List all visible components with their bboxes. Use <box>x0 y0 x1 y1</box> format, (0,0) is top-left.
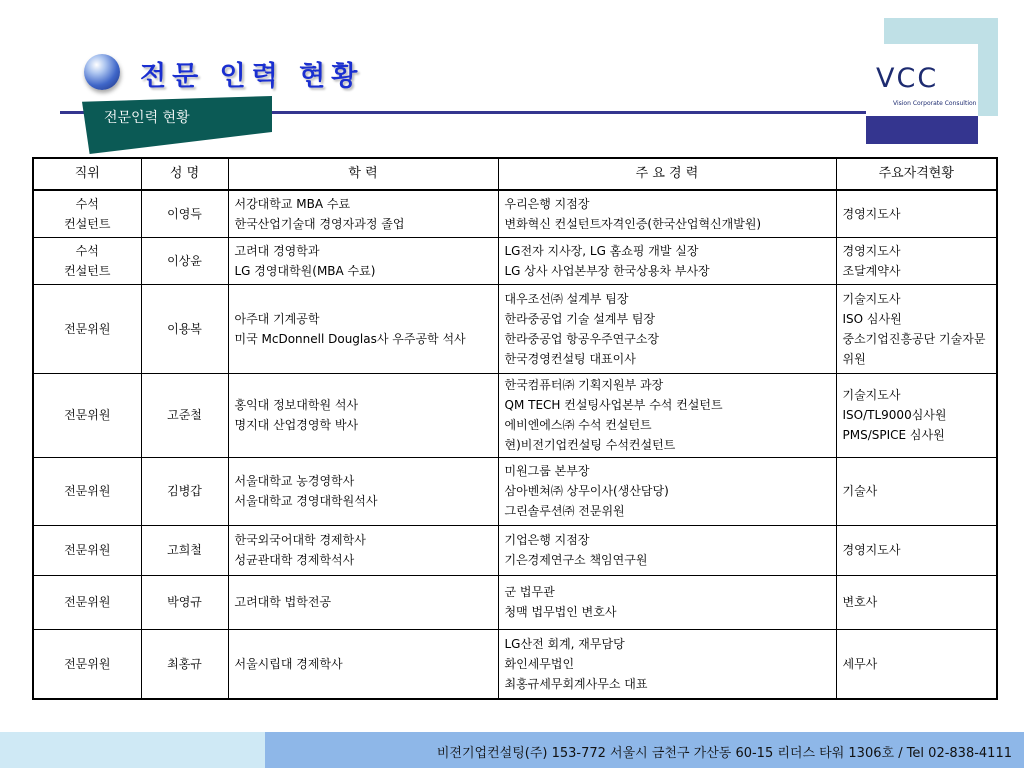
table-row <box>33 284 997 373</box>
cell-name: 이영득 <box>141 190 228 237</box>
position-line: 전문위원 <box>64 656 111 671</box>
header-qualifications: 주요자격현황 <box>836 158 997 190</box>
cell-qualifications <box>836 629 997 699</box>
footer-accent <box>0 732 265 768</box>
cell-career <box>498 629 836 699</box>
title-orb-icon <box>84 54 120 90</box>
education-line: 한국외국어대학 경제학사 <box>234 533 366 547</box>
career-line: 우리은행 지점장 <box>504 196 590 211</box>
education-line: 명지대 산업경영학 박사 <box>234 418 359 432</box>
cell-qualifications <box>836 457 997 525</box>
cell-position <box>33 284 141 373</box>
cell-name: 김병갑 <box>141 457 228 525</box>
cell-position <box>33 525 141 575</box>
education-line: 서울시립대 경제학사 <box>234 656 343 671</box>
position-line: 수석 <box>75 243 99 258</box>
qualification-line: ISO/TL9000심사원 <box>842 408 947 422</box>
table-row <box>33 190 997 237</box>
table-row <box>33 457 997 525</box>
career-line: LG 상사 사업본부장 한국상용차 부사장 <box>504 263 710 278</box>
career-line: 한라중공업 기술 설계부 팀장 <box>504 311 656 326</box>
education-line: 한국산업기술대 경영자과정 졸업 <box>234 216 405 231</box>
cell-name: 이상윤 <box>141 237 228 284</box>
career-line: 그린솔루션㈜ 전문위원 <box>504 504 625 518</box>
cell-education <box>228 190 498 237</box>
position-line: 전문위원 <box>64 408 111 422</box>
education-line: 서울대학교 농경영학사 <box>234 474 355 488</box>
cell-career <box>498 373 836 457</box>
header-position: 직위 <box>33 158 141 190</box>
cell-education <box>228 629 498 699</box>
position-line: 전문위원 <box>64 321 111 336</box>
career-line: 에비엔에스㈜ 수석 컨설턴트 <box>504 418 652 432</box>
cell-qualifications <box>836 237 997 284</box>
career-line: QM TECH 컨설팅사업본부 수석 컨설턴트 <box>504 398 723 412</box>
logo-subtitle: Vision Corporate Consultion <box>893 100 977 107</box>
career-line: LG전자 지사장, LG 홈쇼핑 개발 실장 <box>504 243 699 258</box>
career-line: 최홍규세무회계사무소 대표 <box>504 676 648 691</box>
career-line: 청맥 법무법인 변호사 <box>504 605 617 619</box>
cell-qualifications <box>836 284 997 373</box>
qualification-line: 중소기업진흥공단 기술자문 위원 <box>842 331 986 366</box>
footer-bar <box>265 732 1024 768</box>
cell-career <box>498 237 836 284</box>
header-career: 주 요 경 력 <box>498 158 836 190</box>
cell-education <box>228 237 498 284</box>
cell-career <box>498 284 836 373</box>
qualification-line: 기술지도사 <box>842 388 901 402</box>
cell-career <box>498 575 836 629</box>
cell-qualifications <box>836 373 997 457</box>
cell-career <box>498 525 836 575</box>
qualification-line: 조달계약사 <box>842 263 901 278</box>
cell-position <box>33 237 141 284</box>
position-line: 전문위원 <box>64 543 111 557</box>
cell-qualifications <box>836 575 997 629</box>
table-row <box>33 373 997 457</box>
logo-text: VCC <box>876 63 939 94</box>
cell-name: 박영규 <box>141 575 228 629</box>
position-line: 전문위원 <box>64 484 111 498</box>
career-line: 기은경제연구소 책임연구원 <box>504 553 648 567</box>
section-tab-label: 전문인력 현황 <box>104 110 190 126</box>
career-line: 미원그룹 본부장 <box>504 464 590 478</box>
qualification-line: 경영지도사 <box>842 206 901 221</box>
cell-position <box>33 629 141 699</box>
career-line: 한국컴퓨터㈜ 기획지원부 과장 <box>504 378 664 392</box>
career-line: 대우조선㈜ 설계부 팀장 <box>504 291 629 306</box>
position-line: 수석 <box>75 196 99 211</box>
education-line: 서울대학교 경영대학원석사 <box>234 494 378 508</box>
qualification-line: 세무사 <box>842 656 878 671</box>
cell-education <box>228 575 498 629</box>
cell-position <box>33 457 141 525</box>
table-header-row <box>33 158 997 190</box>
cell-education <box>228 525 498 575</box>
cell-qualifications <box>836 525 997 575</box>
career-line: 한국경영컨설팅 대표이사 <box>504 351 636 366</box>
education-line: 성균관대학 경제학석사 <box>234 553 355 567</box>
cell-name: 고희철 <box>141 525 228 575</box>
education-line: 고려대 경영학과 <box>234 243 320 258</box>
table-row <box>33 575 997 629</box>
cell-education <box>228 284 498 373</box>
cell-education <box>228 457 498 525</box>
cell-name: 최홍규 <box>141 629 228 699</box>
footer-contact: 비젼기업컨설팅(주) 153-772 서울시 금천구 가산동 60-15 리더스 타워 1306호 / Tel 02-838-4111 <box>436 746 1012 761</box>
education-line: 서강대학교 MBA 수료 <box>234 196 351 211</box>
qualification-line: PMS/SPICE 심사원 <box>842 428 945 442</box>
qualification-line: 경영지도사 <box>842 243 901 258</box>
career-line: 한라중공업 항공우주연구소장 <box>504 331 660 346</box>
career-line: 군 법무관 <box>504 585 555 599</box>
cell-name: 이용복 <box>141 284 228 373</box>
header-name: 성 명 <box>141 158 228 190</box>
cell-career <box>498 190 836 237</box>
header-education: 학 력 <box>228 158 498 190</box>
education-line: 미국 McDonnell Douglas사 우주공학 석사 <box>234 331 466 346</box>
career-line: 기업은행 지점장 <box>504 533 590 547</box>
career-line: 변화혁신 컨설턴트자격인증(한국산업혁신개발원) <box>504 216 762 231</box>
cell-career <box>498 457 836 525</box>
qualification-line: 경영지도사 <box>842 543 901 557</box>
cell-qualifications <box>836 190 997 237</box>
position-line: 전문위원 <box>64 595 111 609</box>
education-line: LG 경영대학원(MBA 수료) <box>234 263 376 278</box>
table-row <box>33 525 997 575</box>
table-row <box>33 629 997 699</box>
cell-position <box>33 190 141 237</box>
qualification-line: 기술지도사 <box>842 291 901 306</box>
qualification-line: 기술사 <box>842 484 878 498</box>
qualification-line: 변호사 <box>842 595 878 609</box>
position-line: 컨설턴트 <box>64 263 111 278</box>
qualification-line: ISO 심사원 <box>842 311 902 326</box>
cell-education <box>228 373 498 457</box>
career-line: 현)비전기업컨설팅 수석컨설턴트 <box>504 438 676 452</box>
education-line: 홍익대 정보대학원 석사 <box>234 398 359 412</box>
staff-table <box>32 157 998 700</box>
education-line: 고려대학 법학전공 <box>234 595 332 609</box>
career-line: 화인세무법인 <box>504 656 575 671</box>
cell-position <box>33 575 141 629</box>
position-line: 컨설턴트 <box>64 216 111 231</box>
career-line: 삼아벤쳐㈜ 상무이사(생산담당) <box>504 484 669 498</box>
cell-name: 고준철 <box>141 373 228 457</box>
career-line: LG산전 회계, 재무담당 <box>504 636 625 651</box>
cell-position <box>33 373 141 457</box>
education-line: 아주대 기계공학 <box>234 311 320 326</box>
table-row <box>33 237 997 284</box>
page-title: 전문 인력 현황 <box>140 61 364 92</box>
